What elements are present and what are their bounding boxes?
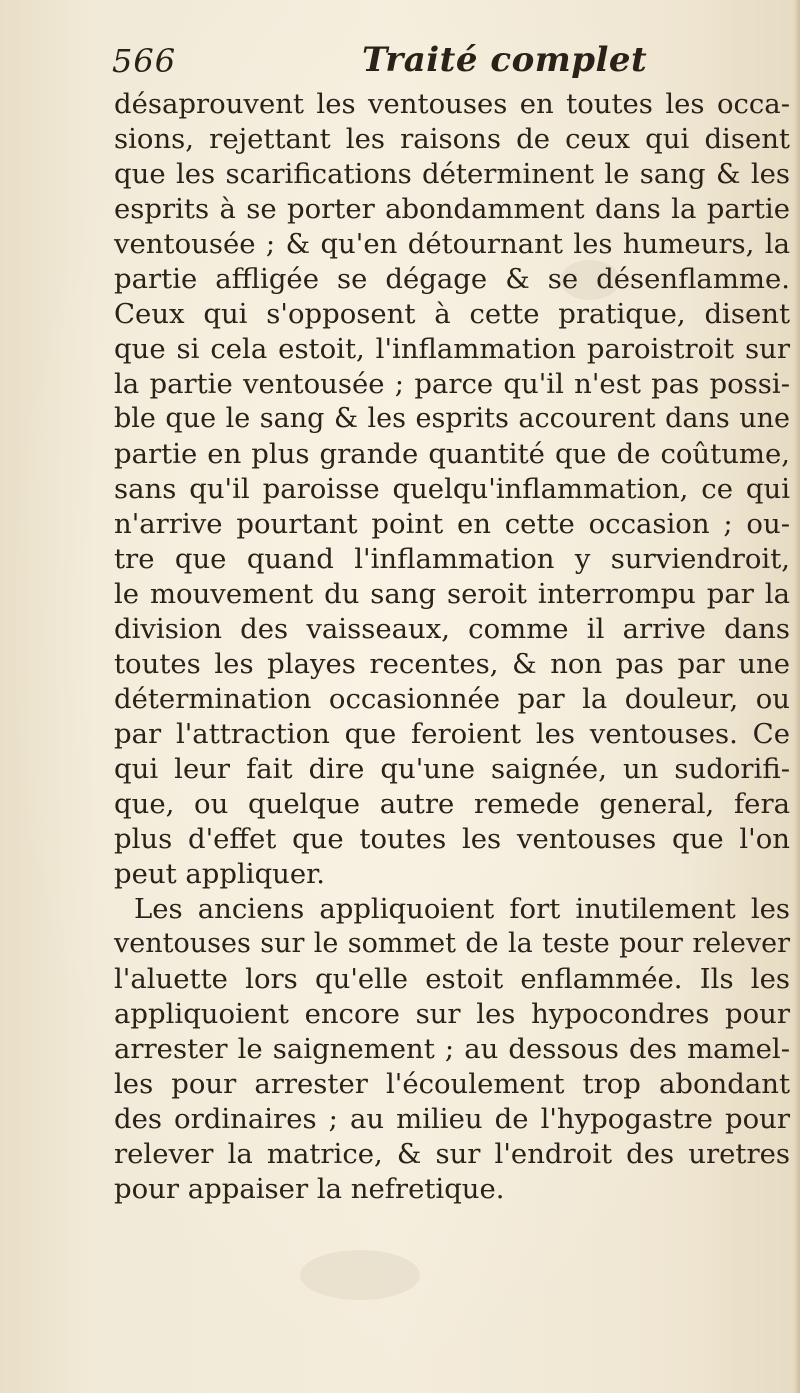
text-line: toutes les playes recentes, & non pas par une <box>114 648 790 680</box>
text-line: par l'attraction que feroient les ventouses. Ce <box>114 718 790 750</box>
text-line: Ceux qui s'opposent à cette pratique, disent <box>114 298 790 330</box>
body-text <box>0 82 800 1282</box>
text-line: la partie ventousée ; parce qu'il n'est pas possi- <box>114 368 790 400</box>
text-line: arrester le saignement ; au dessous des mamel- <box>114 1033 790 1065</box>
text-line: tre que quand l'inflammation y surviendroit, <box>114 543 790 575</box>
text-line: n'arrive pourtant point en cette occasion ; ou- <box>114 508 790 540</box>
text-line: ble que le sang & les esprits accourent dans une <box>114 403 790 434</box>
text-line: ventouses sur le sommet de la teste pour relever <box>114 928 790 959</box>
text-line: partie en plus grande quantité que de coûtume, <box>114 438 790 470</box>
text-line: relever la matrice, & sur l'endroit des uretres <box>114 1138 790 1170</box>
text-line: partie affligée se dégage & se désenflamme. <box>114 263 790 295</box>
text-line: sans qu'il paroisse quelqu'inflammation, ce qui <box>114 473 790 505</box>
text-line: désaprouvent les ventouses en toutes les occa- <box>114 88 790 120</box>
text-line: qui leur fait dire qu'une saignée, un sudorifi- <box>114 753 790 785</box>
text-line: détermination occasionnée par la douleur, ou <box>114 683 790 715</box>
text-line: peut appliquer. <box>114 858 326 890</box>
text-line: Les anciens appliquoient fort inutilement les <box>134 893 790 925</box>
text-line: les pour arrester l'écoulement trop abondant <box>114 1068 790 1100</box>
text-line: sions, rejettant les raisons de ceux qui disent <box>114 123 790 155</box>
running-title: Traité complet <box>362 40 648 80</box>
text-line: l'aluette lors qu'elle estoit enflammée. Ils les <box>114 963 790 995</box>
text-line: le mouvement du sang seroit interrompu par la <box>114 578 790 610</box>
text-line: ventousée ; & qu'en détournant les humeurs, la <box>114 228 790 260</box>
text-line: appliquoient encore sur les hypocondres pour <box>114 998 790 1030</box>
text-line: que les scarifications déterminent le sang & les <box>114 158 790 190</box>
text-line: que, ou quelque autre remede general, fera <box>114 788 790 820</box>
text-line: esprits à se porter abondamment dans la partie <box>114 193 790 225</box>
text-line: division des vaisseaux, comme il arrive dans <box>114 613 790 645</box>
text-line: plus d'effet que toutes les ventouses que l'on <box>114 823 790 855</box>
page-number: 566 <box>112 42 177 80</box>
text-line: pour appaiser la nefretique. <box>114 1173 505 1205</box>
text-line: que si cela estoit, l'inflammation paroistroit sur <box>114 333 790 365</box>
text-line: des ordinaires ; au milieu de l'hypogastre pour <box>114 1103 790 1135</box>
